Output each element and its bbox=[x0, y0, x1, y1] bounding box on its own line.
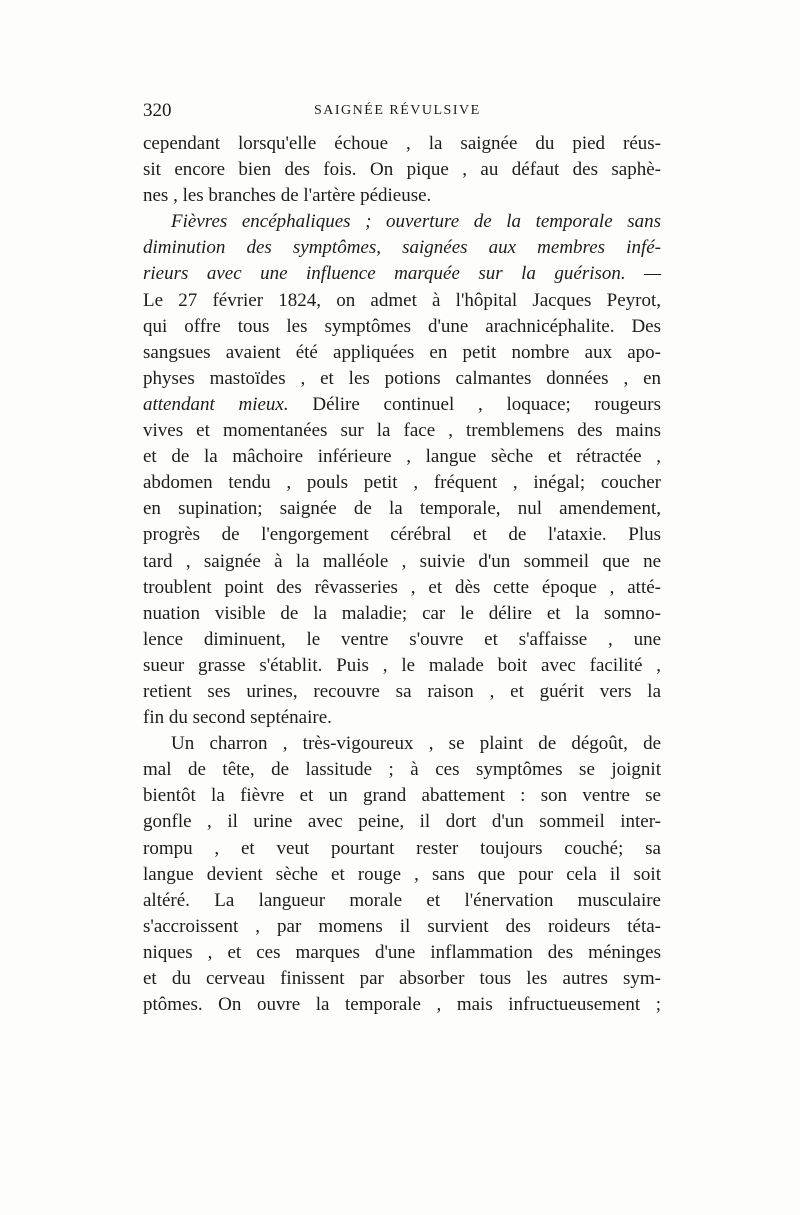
text-line: Fièvres encéphaliques ; ouverture de la temporale sans bbox=[171, 211, 661, 233]
text-line: Un charron , très-vigoureux , se plaint de dégoût, de bbox=[171, 733, 661, 755]
italic-phrase: attendant mieux. bbox=[143, 393, 289, 415]
text-line: tard , saignée à la malléole , suivie d'un sommeil que ne bbox=[143, 550, 661, 572]
body-text bbox=[143, 131, 661, 1018]
text-line: vives et momentanées sur la face , tremblemens des mains bbox=[143, 420, 661, 442]
text-line: progrès de l'engorgement cérébral et de l'ataxie. Plus bbox=[143, 524, 661, 546]
text-line: nes , les branches de l'artère pédieuse. bbox=[143, 185, 432, 207]
text-line: altéré. La langueur morale et l'énervation musculaire bbox=[143, 889, 661, 911]
text-line: Le 27 février 1824, on admet à l'hôpital Jacques Peyrot, bbox=[143, 289, 661, 311]
text-line: abdomen tendu , pouls petit , fréquent , inégal; coucher bbox=[143, 472, 661, 494]
text-line bbox=[143, 392, 661, 418]
text-line: sueur grasse s'établit. Puis , le malade boit avec facilité , bbox=[143, 654, 661, 676]
text-line: bientôt la fièvre et un grand abattement : son ventre se bbox=[143, 785, 661, 807]
text-line: et de la mâchoire inférieure , langue sèche et rétractée , bbox=[143, 446, 661, 468]
text-line: lence diminuent, le ventre s'ouvre et s'affaisse , une bbox=[143, 628, 661, 650]
text-phrase: Délire continuel , loquace; rougeurs bbox=[288, 393, 662, 415]
text-line: rompu , et veut pourtant rester toujours couché; sa bbox=[143, 837, 661, 859]
text-line: sit encore bien des fois. On pique , au défaut des saphè- bbox=[143, 159, 661, 181]
text-line: troublent point des rêvasseries , et dès cette époque , atté- bbox=[143, 576, 661, 598]
text-line: nuation visible de la maladie; car le délire et la somno- bbox=[143, 602, 661, 624]
running-head: SAIGNÉE RÉVULSIVE bbox=[314, 103, 481, 118]
text-line: fin du second septénaire. bbox=[143, 707, 332, 729]
text-line: langue devient sèche et rouge , sans que pour cela il soit bbox=[143, 863, 661, 885]
page-number: 320 bbox=[143, 100, 172, 121]
text-line: retient ses urines, recouvre sa raison , et guérit vers la bbox=[143, 680, 661, 702]
text-line: ptômes. On ouvre la temporale , mais infructueusement ; bbox=[143, 994, 661, 1016]
text-line: diminution des symptômes, saignées aux membres infé- bbox=[143, 237, 661, 259]
text-line: rieurs avec une influence marquée sur la guérison. — bbox=[143, 263, 661, 285]
page-header bbox=[143, 100, 663, 130]
text-line: mal de tête, de lassitude ; à ces symptômes se joignit bbox=[143, 759, 661, 781]
text-line: niques , et ces marques d'une inflammation des méninges bbox=[143, 941, 661, 963]
text-line: et du cerveau finissent par absorber tous les autres sym- bbox=[143, 968, 661, 989]
text-line: cependant lorsqu'elle échoue , la saignée du pied réus- bbox=[143, 133, 661, 154]
text-line: qui offre tous les symptômes d'une arachnicéphalite. Des bbox=[143, 315, 661, 337]
text-line: gonfle , il urine avec peine, il dort d'un sommeil inter- bbox=[143, 811, 661, 833]
text-line: s'accroissent , par momens il survient des roideurs téta- bbox=[143, 915, 661, 937]
text-line: physes mastoïdes , et les potions calmantes données , en bbox=[143, 367, 661, 389]
text-line: sangsues avaient été appliquées en petit nombre aux apo- bbox=[143, 341, 661, 363]
text-line: en supination; saignée de la temporale, nul amendement, bbox=[143, 498, 661, 520]
